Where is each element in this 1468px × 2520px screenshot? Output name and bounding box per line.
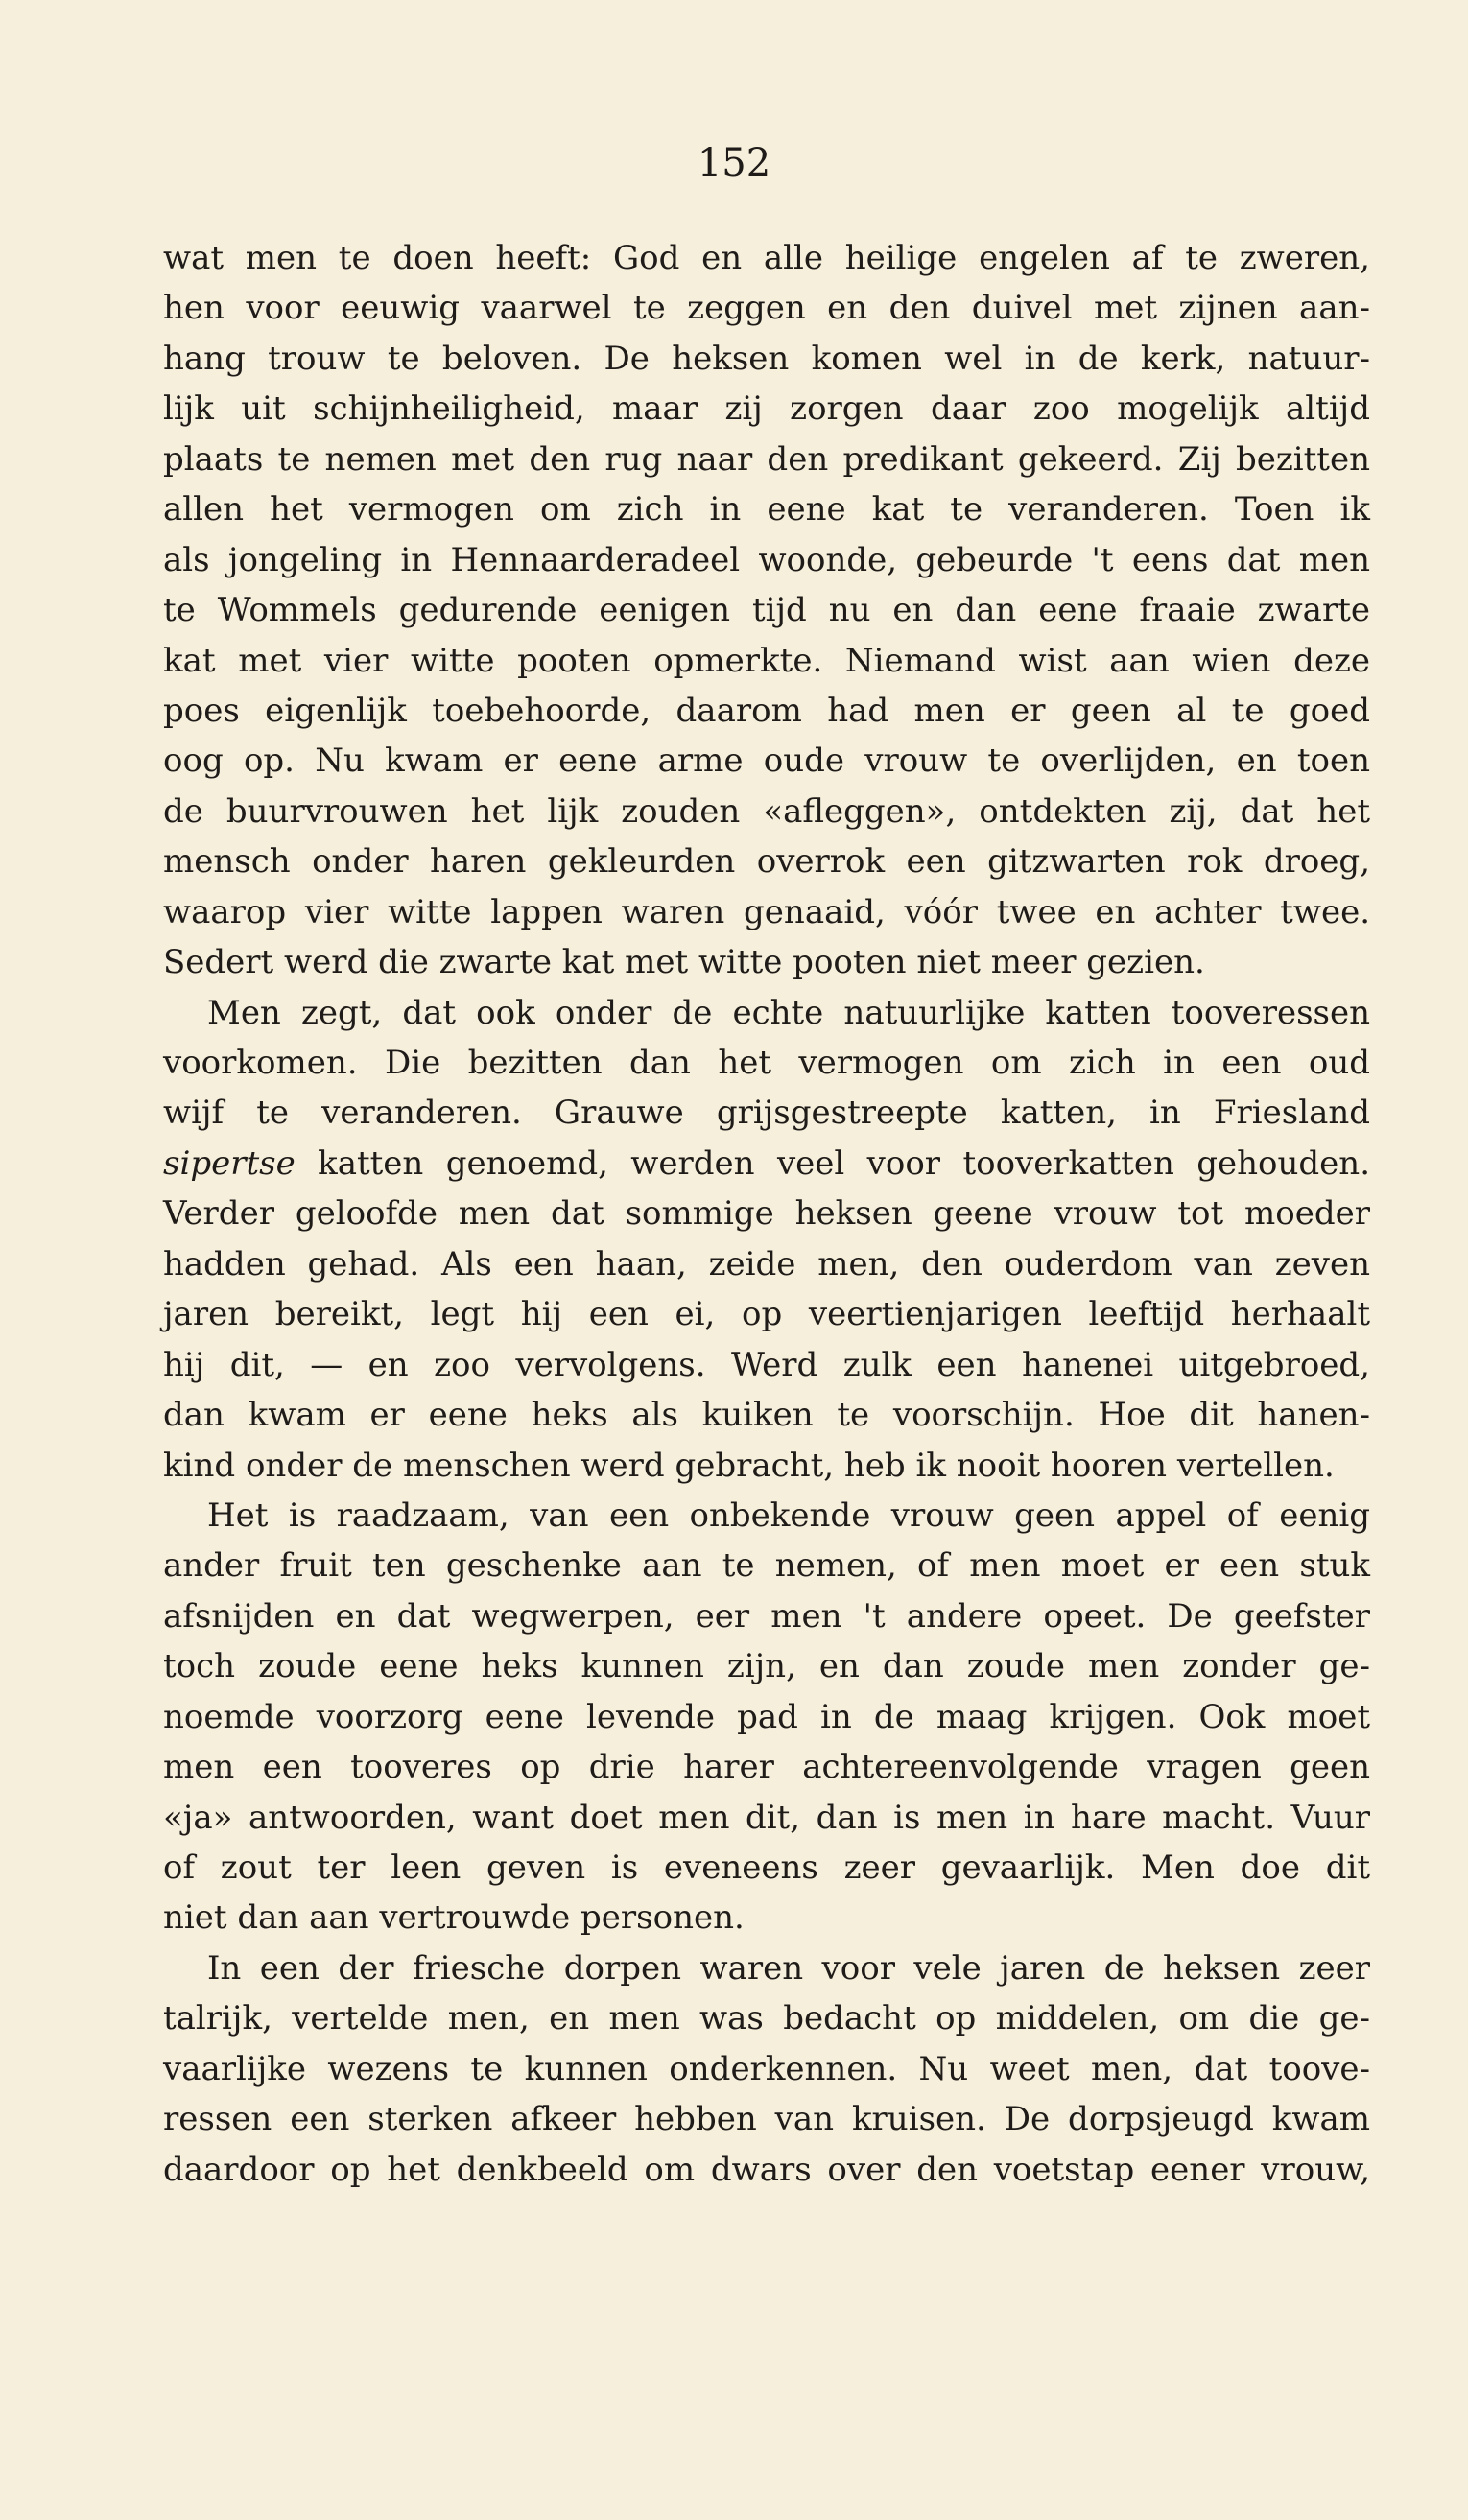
text-line: talrijk, vertelde men, en men was bedacht op middelen, om die ge- bbox=[163, 1999, 1370, 2038]
text-line: jaren bereikt, legt hij een ei, op veertienjarigen leeftijd herhaalt bbox=[163, 1295, 1370, 1334]
text-line: voorkomen. Die bezitten dan het vermogen om zich in een oud bbox=[163, 1044, 1370, 1082]
text-line: «ja» antwoorden, want doet men dit, dan is men in hare macht. Vuur bbox=[163, 1798, 1370, 1837]
text-line: noemde voorzorg eene levende pad in de maag krijgen. Ook moet bbox=[163, 1697, 1370, 1736]
text-line: niet dan aan vertrouwde personen. bbox=[163, 1898, 745, 1938]
text-line: kat met vier witte pooten opmerkte. Niemand wist aan wien deze bbox=[163, 641, 1370, 680]
text-line: dan kwam er eene heks als kuiken te voorschijn. Hoe dit hanen- bbox=[163, 1396, 1370, 1435]
text-line: Men zegt, dat ook onder de echte natuurlijke katten tooveressen bbox=[207, 993, 1370, 1032]
text-line: mensch onder haren gekleurden overrok een gitzwarten rok droeg, bbox=[163, 842, 1370, 882]
text-line: wat men te doen heeft: God en alle heilige engelen af te zweren, bbox=[163, 239, 1370, 277]
text-line: afsnijden en dat wegwerpen, eer men 't andere opeet. De geefster bbox=[163, 1596, 1370, 1636]
text-line: wijf te veranderen. Grauwe grijsgestreepte katten, in Friesland bbox=[163, 1094, 1370, 1133]
body-text bbox=[163, 233, 1370, 2195]
text-line: hij dit, — en zoo vervolgens. Werd zulk een hanenei uitgebroed, bbox=[163, 1345, 1370, 1384]
text-line: In een der friesche dorpen waren voor vele jaren de heksen zeer bbox=[207, 1948, 1370, 1988]
text-line: allen het vermogen om zich in eene kat te veranderen. Toen ik bbox=[163, 490, 1370, 530]
text-line: Sedert werd die zwarte kat met witte pooten niet meer gezien. bbox=[163, 943, 1205, 982]
text-line: ressen een sterken afkeer hebben van kruisen. De dorpsjeugd kwam bbox=[163, 2100, 1370, 2139]
text-line: vaarlijke wezens te kunnen onderkennen. Nu weet men, dat toove- bbox=[163, 2049, 1370, 2088]
text-line: toch zoude eene heks kunnen zijn, en dan zoude men zonder ge- bbox=[163, 1647, 1370, 1686]
text-line: hen voor eeuwig vaarwel te zeggen en den duivel met zijnen aan- bbox=[163, 289, 1370, 328]
text-line: poes eigenlijk toebehoorde, daarom had men er geen al te goed bbox=[163, 691, 1370, 730]
italic-term: sipertse bbox=[163, 1143, 296, 1183]
text-line: hang trouw te beloven. De heksen komen wel in de kerk, natuur- bbox=[163, 339, 1370, 378]
text-line: oog op. Nu kwam er eene arme oude vrouw te overlijden, en toen bbox=[163, 742, 1370, 781]
text-line: ander fruit ten geschenke aan te nemen, of men moet er een stuk bbox=[163, 1546, 1370, 1586]
text-line: te Wommels gedurende eenigen tijd nu en dan eene fraaie zwarte bbox=[163, 591, 1370, 630]
text-line: of zout ter leen geven is eveneens zeer gevaarlijk. Men doe dit bbox=[163, 1849, 1370, 1887]
text-line: waarop vier witte lappen waren genaaid, vóór twee en achter twee. bbox=[163, 892, 1370, 931]
page-number: 152 bbox=[697, 141, 771, 185]
text-line: als jongeling in Hennaarderadeel woonde, gebeurde 't eens dat men bbox=[163, 540, 1370, 579]
text-line: sipertse katten genoemd, werden veel voor tooverkatten gehouden. bbox=[163, 1143, 1370, 1183]
text-line: lijk uit schijnheiligheid, maar zij zorgen daar zoo mogelijk altijd bbox=[163, 389, 1370, 429]
text-line: men een tooveres op drie harer achtereenvolgende vragen geen bbox=[163, 1748, 1370, 1787]
text-line: daardoor op het denkbeeld om dwars over den voetstap eener vrouw, bbox=[163, 2150, 1370, 2189]
text-line: plaats te nemen met den rug naar den predikant gekeerd. Zij bezitten bbox=[163, 439, 1370, 479]
text-line: kind onder de menschen werd gebracht, heb ik nooit hooren vertellen. bbox=[163, 1446, 1335, 1485]
text-line: Het is raadzaam, van een onbekende vrouw geen appel of eenig bbox=[207, 1496, 1370, 1535]
text-line: de buurvrouwen het lijk zouden «afleggen», ontdekten zij, dat het bbox=[163, 791, 1370, 831]
text-line: hadden gehad. Als een haan, zeide men, den ouderdom van zeven bbox=[163, 1244, 1370, 1284]
text-line: Verder geloofde men dat sommige heksen geene vrouw tot moeder bbox=[163, 1194, 1370, 1234]
